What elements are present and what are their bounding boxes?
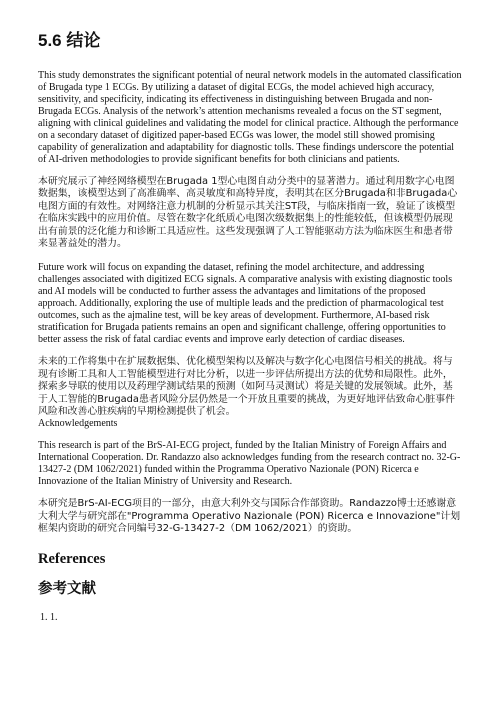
future-work-paragraph-en: Future work will focus on expanding the dataset, refining the model architecture, and addressing challenges associated with digitized ECG signals. A comparative analysis with existing diagnostic tools and AI models will be conducted to further assess the advantages and limitations of the proposed approach. Additionally, exploring the use of multiple leads and the prediction of pharmacological test outcomes, such as the ajmaline test, will be key areas of development. Furthermore, AI-based risk stratification for Brugada patients remains an open and significant challenge, offering opportunities to better assess the risk of fatal cardiac events and improve early detection of cardiac diseases. (38, 262, 453, 346)
conclusion-paragraph-en: This study demonstrates the significant potential of neural network models in the automated classification of Brugada type 1 ECGs. By utilizing a dataset of digital ECGs, the model achieved high accuracy, sensitivity, and specificity, indicating its effectiveness in distinguishing between Brugada and non-Brugada ECGs. Analysis of the network’s attention mechanisms revealed a focus on the ST segment, aligning with clinical guidelines and validating the model for clinical practice. Although the performance on a secondary dataset of digitized paper-based ECGs was lower, the model still showed promising capability of generalization and adaptability for diagnostic tolls. These findings underscore the potential of AI-driven methodologies to provide significant benefits for both clinicians and patients. (38, 70, 462, 165)
conclusion-paragraph-zh: 本研究展示了神经网络模型在Brugada 1型心电图自动分类中的显著潜力。通过利用数字心电图数据集，该模型达到了高准确率、高灵敏度和高特异度，表明其在区分Brugada和非Brugada心电图方面的有效性。对网络注意力机制的分析显示其关注ST段，与临床指南一致，验证了该模型在临床实践中的应用价值。尽管在数字化纸质心电图次级数据集上的性能较低，但该模型仍展现出有前景的泛化能力和诊断工具适应性。这些发现强调了人工智能驱动方法为临床医生和患者带来显著益处的潜力。 (38, 176, 458, 250)
acknowledgements-paragraph-en: This research is part of the BrS-AI-ECG project, funded by the Italian Ministry of Foreign Affairs and International Cooperation. Dr. Randazzo also acknowledges funding from the research contract no. 32-G-13427-2 (DM 1062/2021) funded within the Programma Operativo Nazionale (PON) Ricerca e Innovazione of the Italian Ministry of University and Research. (38, 440, 461, 488)
references-title-en: References (38, 550, 106, 567)
document-page (38, 30, 462, 624)
reference-item: 1. 1. (50, 612, 462, 624)
future-work-paragraph-zh: 未来的工作将集中在扩展数据集、优化模型架构以及解决与数字化心电图信号相关的挑战。将与现有诊断工具和人工智能模型进行对比分析，以进一步评估所提出方法的优势和局限性。此外，探索多导联的使用以及药理学测试结果的预测（如阿马灵测试）将是关键的发展领域。此外，基于人工智能的Brugada患者风险分层仍然是一个开放且重要的挑战，为更好地评估致命心脏事件风险和改善心脏疾病的早期检测提供了机会。 (38, 356, 455, 418)
references-list (38, 612, 462, 624)
references-title-zh: 参考文献 (38, 580, 96, 597)
section-title: 5.6 结论 (38, 31, 101, 50)
acknowledgements-paragraph-zh: 本研究是BrS-AI-ECG项目的一部分，由意大利外交与国际合作部资助。Randazzo博士还感谢意大利大学与研究部在"Programma Operativo Nazionale (PON) Ricerca e Innovazione"计划框架内资助的研究合同编号32-G-13427-2（DM 1062/2021）的资助。 (38, 498, 461, 535)
acknowledgements-label: Acknowledgements (38, 418, 118, 430)
